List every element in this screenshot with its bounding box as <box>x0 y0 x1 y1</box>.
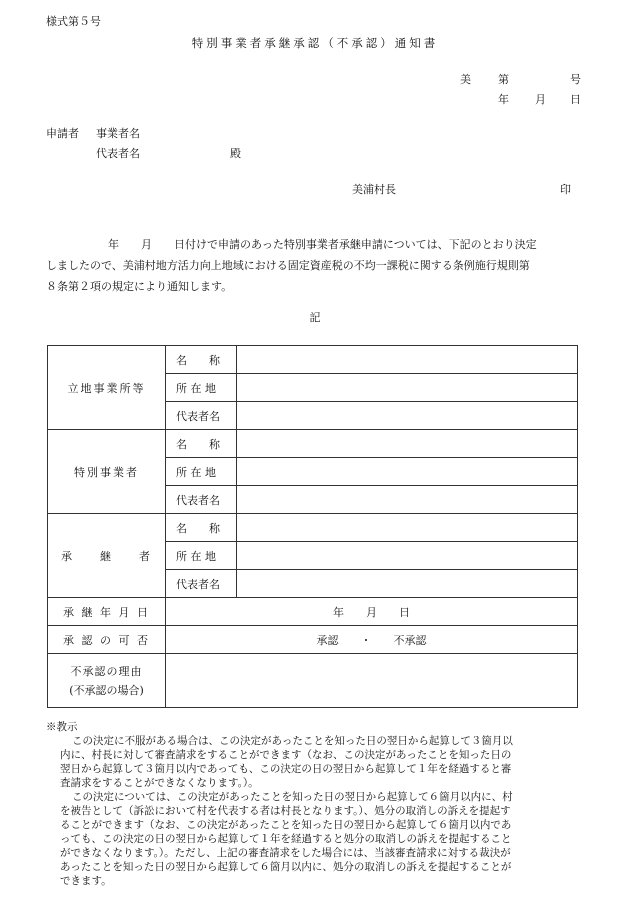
note-line: この決定に不服がある場合は、この決定があったことを知った日の翌日から起算して３箇月以 <box>72 735 513 747</box>
representative-label: 代表者名 <box>96 147 140 160</box>
site-rep-label: 代表者名 <box>166 402 237 430</box>
note-line: を被告として（訴訟において村を代表する者は村長となります。）、処分の取消しの訴えを提起す <box>60 805 511 817</box>
special-rep-label: 代表者名 <box>166 486 237 514</box>
site-rep-field[interactable] <box>237 402 578 430</box>
successor-address-label: 所 在 地 <box>166 542 237 570</box>
table-row <box>48 430 578 458</box>
successor-address-field[interactable] <box>237 542 578 570</box>
date-day: 日 <box>570 93 581 106</box>
date-year: 年 <box>498 93 509 106</box>
seal-mark: 印 <box>560 183 571 196</box>
successor-rep-field[interactable] <box>237 570 578 598</box>
ki-heading: 記 <box>309 311 321 324</box>
site-address-field[interactable] <box>237 374 578 402</box>
successor-rep-label: 代表者名 <box>166 570 237 598</box>
approval-choice[interactable]: 承認 ・ 不承認 <box>166 626 578 654</box>
applicant-label: 申請者 <box>46 127 79 140</box>
note-line: ることができます（なお、この決定があったことを知った日の翌日から起算して６箇月以内であ <box>60 819 512 831</box>
site-name-label: 名 称 <box>166 346 237 374</box>
successor-name-label: 名 称 <box>166 514 237 542</box>
site-address-label: 所 在 地 <box>166 374 237 402</box>
reason-label-line1: 不承認の理由 <box>70 664 143 678</box>
succession-date-label: 承 継 年 月 日 <box>48 598 166 626</box>
special-address-label: 所 在 地 <box>166 458 237 486</box>
special-rep-field[interactable] <box>237 486 578 514</box>
doc-ref-prefix: 美 <box>460 73 471 86</box>
details-table <box>47 345 578 708</box>
body-paragraph <box>46 234 584 297</box>
notes-heading: ※教示 <box>46 721 78 733</box>
note-line: この決定については、この決定があったことを知った日の翌日から起算して６箇月以内に、村 <box>72 791 513 803</box>
special-address-field[interactable] <box>237 458 578 486</box>
successor-label: 承 継 者 <box>48 514 166 598</box>
table-row <box>48 654 578 708</box>
notes-section <box>46 720 586 888</box>
body-line: 年 月 日付けで申請のあった特別事業者承継申請については、下記のとおり決定 <box>108 238 537 251</box>
reason-field[interactable] <box>166 654 578 708</box>
note-line: あったことを知った日の翌日から起算して６箇月以内に、処分の取消しの訴えを提起することが <box>60 861 512 873</box>
successor-name-field[interactable] <box>237 514 578 542</box>
site-name-field[interactable] <box>237 346 578 374</box>
date-month: 月 <box>535 93 546 106</box>
special-business-label: 特別事業者 <box>48 430 166 514</box>
table-row <box>48 346 578 374</box>
notes-paragraph-2 <box>46 790 586 888</box>
special-name-field[interactable] <box>237 430 578 458</box>
reason-label-line2: (不承認の場合) <box>69 683 144 697</box>
note-line: っても、この決定の日の翌日から起算して１年を経過すると処分の取消しの訴えを提起すること <box>60 833 512 845</box>
approval-label: 承 認 の 可 否 <box>48 626 166 654</box>
notes-paragraph-1 <box>46 734 586 790</box>
note-line: 査請求をすることができなくなります。）。 <box>60 777 259 789</box>
note-line: 内に、村長に対して審査請求をすることができます（なお、この決定があったことを知った日の <box>60 749 512 761</box>
site-label: 立地事業所等 <box>48 346 166 430</box>
note-line: ができなくなります。）。ただし、上記の審査請求をした場合には、当該審査請求に対する裁決が <box>60 847 511 859</box>
table-row <box>48 626 578 654</box>
note-line: 翌日から起算して３箇月以内であっても、この決定の日の翌日から起算して１年を経過すると審 <box>60 763 512 775</box>
honorific: 殿 <box>230 147 241 160</box>
body-line: しましたので、美浦村地方活力向上地域における固定資産税の不均一課税に関する条例施行規則第 <box>46 259 530 272</box>
reason-label <box>48 654 166 708</box>
note-line: できます。 <box>60 875 112 887</box>
table-row <box>48 598 578 626</box>
form-number: 様式第５号 <box>46 15 101 28</box>
special-name-label: 名 称 <box>166 430 237 458</box>
doc-ref-suffix: 号 <box>570 73 581 86</box>
issuer-name: 美浦村長 <box>352 183 396 196</box>
succession-date-value[interactable]: 年 月 日 <box>166 598 578 626</box>
business-name-label: 事業者名 <box>96 127 140 140</box>
body-line: ８条第２項の規定により通知します。 <box>46 280 233 293</box>
table-row <box>48 514 578 542</box>
doc-ref-mid: 第 <box>498 73 509 86</box>
page-title: 特別事業者承継承認（不承認）通知書 <box>191 36 439 50</box>
